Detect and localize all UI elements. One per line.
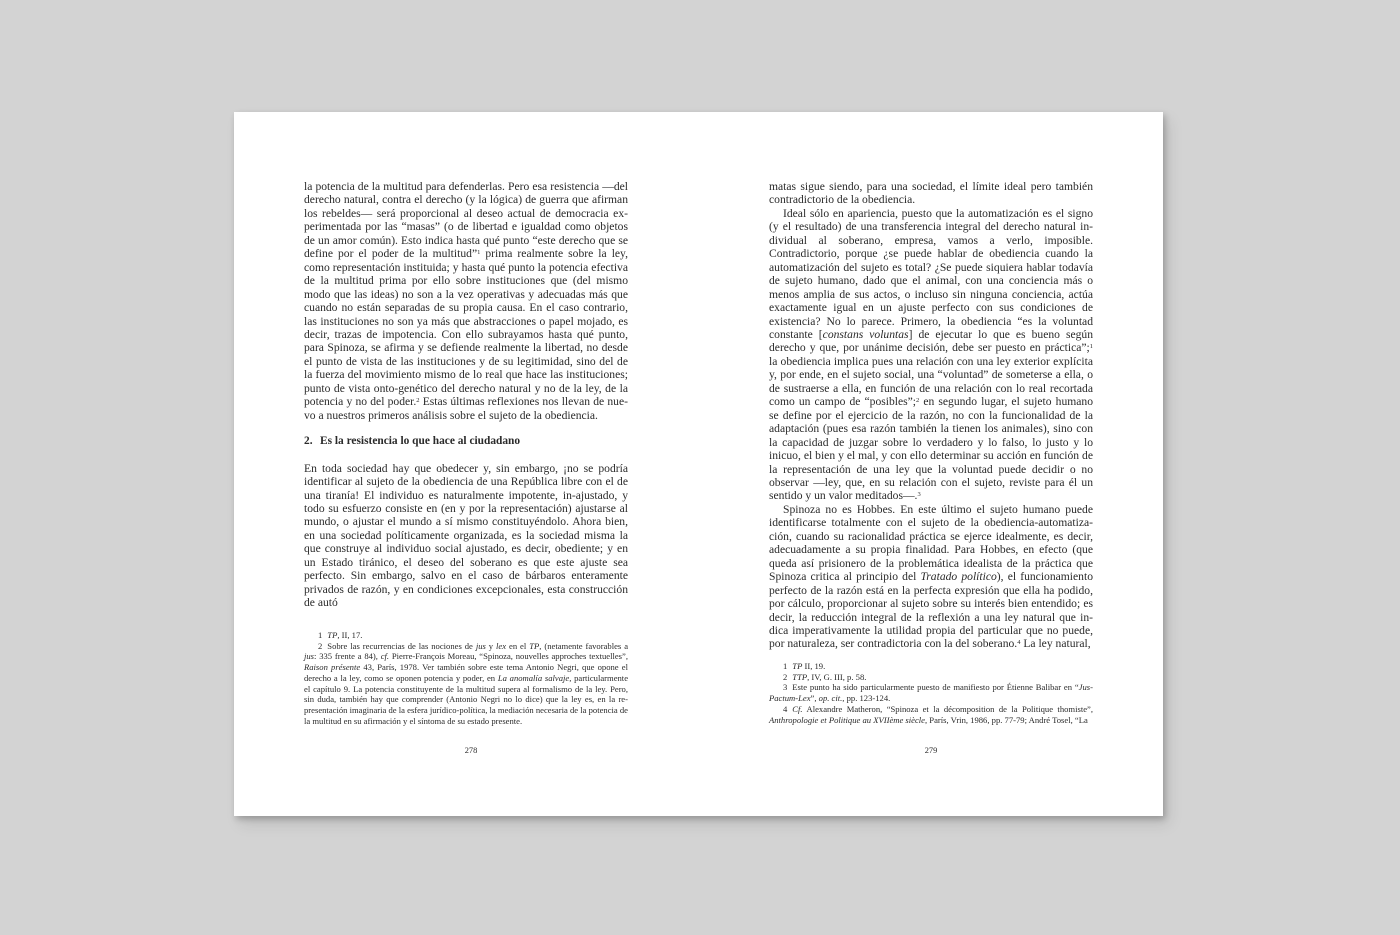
footnote-number: 4 (783, 703, 788, 714)
footnote-number: 2 (318, 640, 323, 651)
italic-text: TP (529, 640, 540, 651)
footnote-number: 1 (318, 630, 323, 640)
text-run: ”, (810, 693, 819, 704)
left-paragraph-1 (304, 180, 628, 422)
text-run: Alexandre Matheron, “Spinoza et la décomposition de la Politique thomiste”, (802, 703, 1093, 714)
italic-text: lex (496, 640, 507, 651)
text-run: ] de ejecutar lo que es bueno según derecho y que, por unánime decisión, debe ser puesto en práctica”; (769, 327, 1093, 355)
footnote-number: 1 (783, 661, 788, 671)
footnote (769, 704, 1093, 725)
italic-text: Tratado político (920, 570, 997, 584)
italic-text: TP (792, 661, 803, 671)
text-run: La ley natural, (1020, 637, 1091, 651)
footnote-number: 2 (783, 671, 788, 682)
text-run: , (netamente favorables a (539, 640, 629, 651)
footnote (304, 641, 628, 727)
footnote-reference: 3 (917, 491, 921, 499)
text-run: en el (506, 640, 530, 651)
text-run: matas sigue siendo, para una sociedad, el límite ideal pero también contradictorio de la obediencia. (769, 180, 1093, 207)
footnote (769, 672, 1093, 683)
page-number: 278 (464, 746, 478, 755)
footnote-reference: 1 (1089, 343, 1093, 351)
section-title: Es la resistencia lo que hace al ciudadano (320, 435, 521, 448)
footnote-text (792, 661, 825, 671)
text-run: Sobre las recurrencias de las nociones de (327, 640, 476, 651)
italic-text: La anomalía salvaje (497, 672, 570, 683)
right-paragraph-1 (769, 180, 1093, 207)
italic-text: Raison présente (304, 662, 361, 673)
text-run: y (485, 640, 497, 651)
italic-text: TP (327, 630, 338, 640)
footnote-reference: 2 (416, 397, 420, 405)
text-run: 43, París, 1978. Ver también sobre este tema Antonio Negri, que opone el derecho a la ley, como se oponen potencia y poder, en (304, 662, 629, 683)
footnote-reference: 4 (1017, 639, 1021, 647)
page-number: 279 (924, 746, 938, 755)
text-run: , particularmente el capítulo 9. La potencia constituyente de la multitud supera al formalismo de la ley. Pero, sin duda, también hay que comprender (Antonio Negri no lo dice) que la ley es, en la representación imaginaria de la esfera jurídico-política, la mediación necesaria de la potencia de la multitud en su afirmación y el síntoma de su estado presente. (304, 672, 629, 726)
text-run: II, 19. (802, 661, 826, 671)
footnote-text (304, 641, 628, 726)
footnote-reference: 1 (477, 249, 481, 257)
section-heading (304, 435, 628, 448)
footnote-text (769, 704, 1093, 725)
text-run: : 335 frente a 84), (314, 651, 381, 662)
text-run: la potencia de la multitud para defenderlas. Pero esa resistencia —del derecho natural, contra el derecho (y la lógica) de guerra que afirman los rebeldes— será proporcional al deseo actual de democracia experimentada por las “masas” (o de libertad e igualdad como objetos de un amor común). Esto indica hasta qué punto “este derecho que se define por el poder de la multitud” (304, 180, 628, 261)
italic-text: Cf. (792, 703, 803, 714)
text-run: en segundo lugar, el sujeto humano se define por el ejercicio de la razón, no con la funcionalidad de la adaptación (pues esa razón también la tienen los animales), sino con la capacidad de juzgar sobre lo verdadero y lo falso, lo justo y lo inicuo, el bien y el mal, y con ello determinar su acción en función de la representación de una ley que la voluntad puede decidir o no observar —ley, que, en su relación con el sujeto, reviste para él un sentido y un valor meditados—. (769, 395, 1093, 503)
text-run: , IV, G. III, p. 58. (807, 671, 867, 682)
footnote-reference: 2 (916, 397, 920, 405)
left-footnotes (304, 630, 628, 726)
book-spread (234, 112, 1163, 816)
footnote-text (327, 630, 362, 640)
text-run: Estas últimas reflexiones nos llevan de nuevo a nuestros primeros análisis sobre el sujeto de la obediencia. (304, 395, 628, 422)
footnote-number: 3 (783, 682, 788, 693)
text-run: Spinoza no es Hobbes. En este último el sujeto humano puede identificarse totalmente con el sujeto de la obediencia-automatización, cuando su racionalidad práctica se ejerce idealmente, es decir, adecuadamente a su propia finalidad. Para Hobbes, en efecto (que queda así prisionero de la problemática idealista de la práctica que Spinoza critica al principio del (769, 502, 1093, 584)
right-body-text (769, 180, 1093, 651)
text-run: Este punto ha sido particularmente puesto de manifiesto por Étienne Balibar en “ (792, 682, 1079, 693)
text-run: , pp. 123-124. (842, 693, 891, 704)
text-run: prima realmente sobre la ley, como representación instituida; y hasta qué punto la potencia efectiva de la multitud prima por ello sobre instituciones que (del mismo modo que las ideas) no son a la vez operativas y adecuadas más que cuando no están separadas de su propia causa. En el caso contrario, las instituciones no son ya más que abstracciones o papel mojado, es decir, trazas de impotencia. Con ello subrayamos hasta qué punto, para Spinoza, se afirma y se defiende realmente la libertad, no desde el punto de vista de las instituciones y de su legitimidad, sino del de la fuerza del movimiento mismo de lo real que hace las instituciones; punto de vista onto-genético del derecho natural y no de la ley, de la potencia y no del poder. (304, 247, 629, 409)
text-run: Ideal sólo en apariencia, puesto que la automatización es el signo (y el resultado) de una transferencia integral del derecho natural individual al soberano, empresa, vamos a verlo, imposible. Contradictorio, porque ¿se puede hablar de obediencia cuando la automatización del sujeto es total? ¿Se puede siquiera hablar todavía de sujeto humano, dado que el animal, con una conciencia más o menos amplia de sus actos, o incluso sin ninguna conciencia, actúa exactamente igual en un ajuste perfecto con sus condiciones de existencia? No lo parece. Primero, la obediencia “es la voluntad constante [ (769, 206, 1093, 341)
italic-text: jus (475, 640, 486, 651)
text-run: la obediencia implica pues una relación con una ley exterior explícita y, por ende, en el sujeto social, una “voluntad” de someterse a ella, o de sustraerse a ella, en función de una relación con lo real recortada como un campo de “posibles”; (769, 354, 1093, 409)
footnote (769, 661, 1093, 672)
italic-text: cf. (380, 651, 390, 662)
right-page (699, 112, 1163, 816)
text-run: , París, Vrin, 1986, pp. 77-79; André Tosel, “La (925, 714, 1088, 725)
text-run: ), el funcionamiento perfecto de la razón está en la perfecta expresión que ella ha podido, por cálculo, proporcionar al sujeto sobre su interés bien entendido; es decir, la reducción integral de la reflexión a una ley natural que indica imperativamente la utilidad propia del particular que no puede, por naturaleza, ser contradictoria con la del soberano. (769, 570, 1093, 651)
left-paragraph-2: En toda sociedad hay que obedecer y, sin embargo, ¡no se podría identificar al sujeto de la obediencia de una República libre con el de una tiranía! El individuo es naturalmente impotente, in-ajustado, y todo su esfuerzo consiste en (en y por la representación) ajustarse al mundo, o ajustar el mundo a sí mismo constituyéndolo. Ahora bien, en una sociedad políticamente organizada, es la sociedad misma la que construye al individuo social ajustado, es decir, obediente; y en un Estado tiránico, el deseo del soberano es que este ajuste sea perfecto. Sin embargo, salvo en el caso de bárbaros enteramente privados de razón, y en condiciones excepcionales, esta construcción de autó (304, 461, 628, 610)
right-paragraph-2 (769, 207, 1093, 503)
text-run: Pierre-François Moreau, “Spinoza, nouvelles approches textuelles”, (389, 651, 628, 662)
right-footnotes (769, 661, 1093, 725)
italic-text: Jus-Pactum-Lex (769, 682, 1093, 704)
text-run: , II, 17. (337, 630, 363, 640)
italic-text: TTP (792, 671, 808, 682)
left-page (234, 112, 698, 816)
footnote (769, 682, 1093, 703)
section-number: 2. (304, 435, 313, 448)
footnote-text (769, 682, 1093, 703)
italic-text: constans voluntas (822, 327, 909, 341)
footnote (304, 630, 628, 641)
left-body-text (304, 180, 628, 610)
italic-text: jus (304, 651, 315, 662)
italic-text: op. cit. (818, 693, 843, 704)
right-paragraph-3 (769, 503, 1093, 651)
footnote-text (792, 672, 866, 682)
italic-text: Anthropologie et Politique au XVIIème siècle (769, 714, 925, 725)
